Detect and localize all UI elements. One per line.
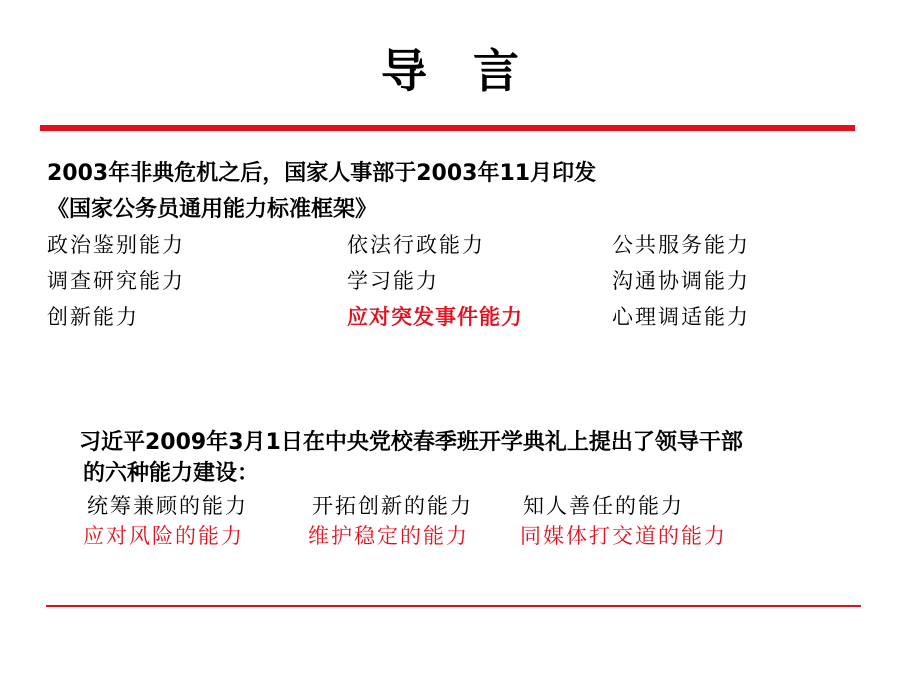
top-divider	[40, 125, 855, 131]
ability-communication-coordination: 沟通协调能力	[612, 269, 750, 293]
ability-innovation: 创新能力	[47, 305, 139, 329]
section2-intro-line2: 的六种能力建设：	[83, 461, 260, 486]
leader-ability-maintain-stability: 维护稳定的能力	[308, 524, 469, 548]
leader-ability-pioneering-innovation: 开拓创新的能力	[312, 494, 473, 518]
leader-ability-media-dealing: 同媒体打交道的能力	[520, 524, 727, 548]
leader-ability-personnel-judgment: 知人善任的能力	[523, 494, 684, 518]
bottom-divider	[46, 605, 861, 607]
ability-lawful-administration: 依法行政能力	[347, 233, 485, 257]
leader-ability-overall-planning: 统筹兼顾的能力	[87, 494, 248, 518]
section1-intro-line1: 2003年非典危机之后，国家人事部于2003年11月印发	[47, 161, 597, 186]
section1-intro-line2: 《国家公务员通用能力标准框架》	[47, 197, 378, 222]
ability-learning: 学习能力	[347, 269, 439, 293]
ability-political-discernment: 政治鉴别能力	[47, 233, 185, 257]
ability-emergency-response-highlight: 应对突发事件能力	[347, 305, 523, 329]
leader-ability-risk-response: 应对风险的能力	[83, 524, 244, 548]
ability-investigation-research: 调查研究能力	[47, 269, 185, 293]
section2-intro-line1: 习近平2009年3月1日在中央党校春季班开学典礼上提出了领导干部	[79, 430, 743, 455]
page-title: 导言	[381, 44, 565, 98]
ability-public-service: 公共服务能力	[612, 233, 750, 257]
ability-psychological-adjustment: 心理调适能力	[612, 305, 750, 329]
